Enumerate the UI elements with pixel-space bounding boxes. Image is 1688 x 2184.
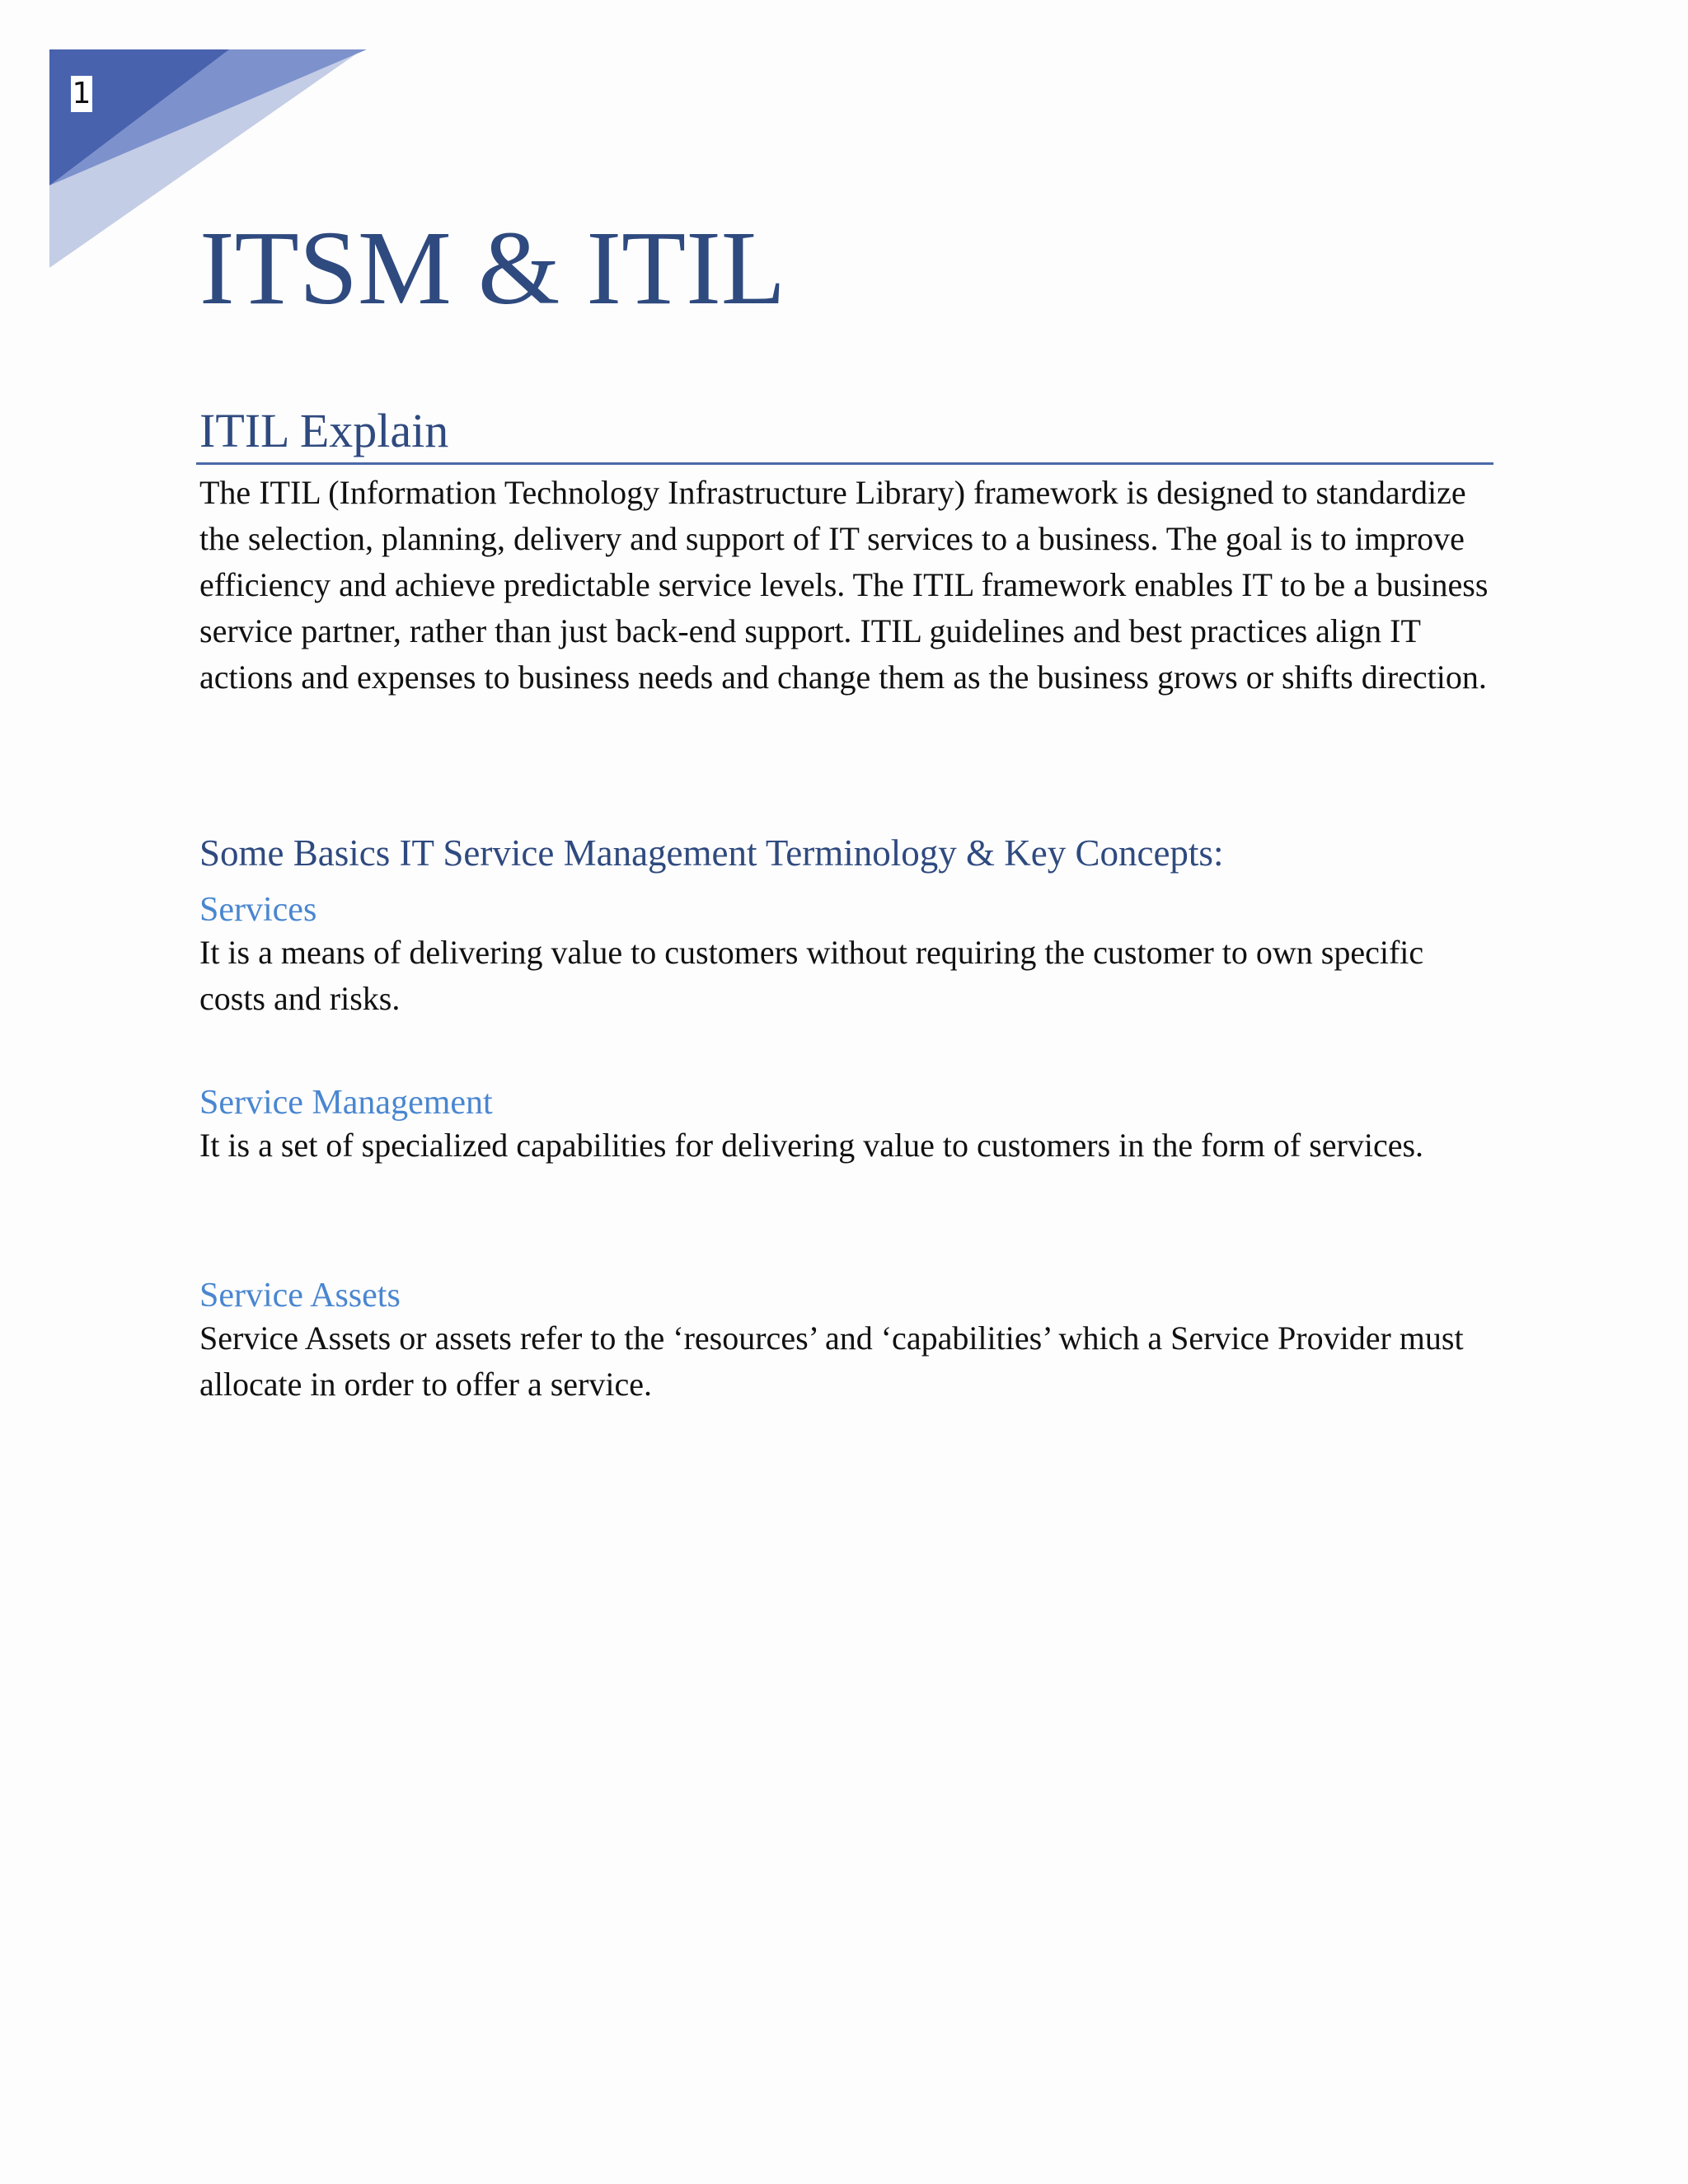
section-heading: ITIL Explain <box>199 404 449 457</box>
page-number: 1 <box>72 77 91 110</box>
term-heading: Service Assets <box>199 1277 401 1315</box>
term-definition: It is a set of specialized capabilities for delivering value to customers in the form of services. <box>199 1127 1424 1164</box>
intro-paragraph: The ITIL (Information Technology Infrastructure Library) framework is designed to standardize the selection, planning, delivery and support of IT services to a business. The goal is to improve efficiency and achieve predictable service levels. The ITIL framework enables IT to be a business service partner, rather than just back-end support. ITIL guidelines and best practices align IT actions and expenses to business needs and change them as the business grows or shifts direction. <box>199 474 1489 696</box>
subheading: Some Basics IT Service Management Terminology & Key Concepts: <box>199 832 1224 874</box>
term-heading: Services <box>199 891 317 929</box>
term-definition: It is a means of delivering value to customers without requiring the customer to own specific costs and risks. <box>199 934 1424 1017</box>
term-definition: Service Assets or assets refer to the ‘resources’ and ‘capabilities’ which a Service Provider must allocate in order to offer a service. <box>199 1319 1464 1403</box>
document-title: ITSM & ITIL <box>199 209 785 326</box>
heading-underline <box>196 462 1493 465</box>
term-heading: Service Management <box>199 1084 493 1122</box>
